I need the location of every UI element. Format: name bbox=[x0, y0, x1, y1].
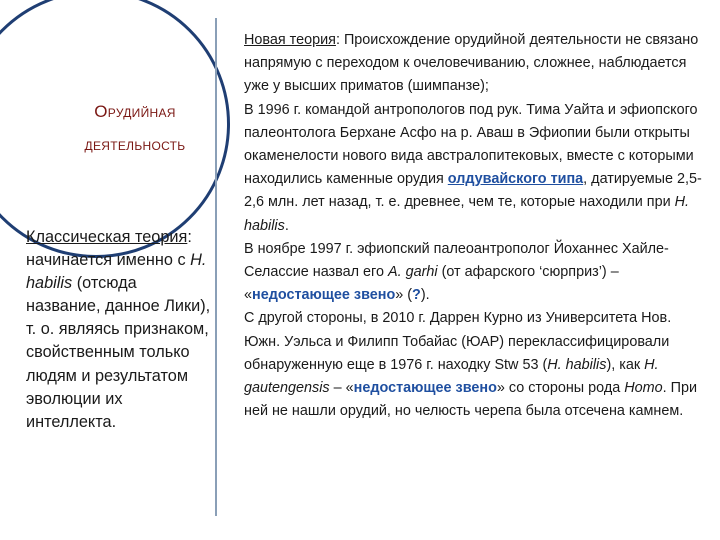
text-run: (отсюда название, данное Лики), т. о. являясь признаком, свойственным только людям и результатом эволюции их интеллекта. bbox=[26, 274, 211, 431]
text-run: В 1996 г. командой антропологов под рук. Тима Уайта и эфиопского палеонтолога Берхане Асфо на р. Аваш в Эфиопии были открыты окаменелости нового вида австралопитековых, вместе с которыми находились каменные орудия bbox=[244, 101, 698, 188]
genus-name: Homo bbox=[624, 380, 663, 397]
paragraph-new-theory bbox=[244, 29, 706, 99]
slide-title bbox=[40, 95, 230, 161]
classic-theory-text bbox=[26, 226, 214, 434]
missing-link-highlight: недостающее звено bbox=[252, 287, 396, 304]
text-run: С другой стороны, в 2010 г. Даррен Курно из Университета Нов. Южн. Уэльса и Филипп Тобайас (ЮАР) переклассифицировали обнаруженную еще в 1976 г. находку Stw 53 ( bbox=[244, 310, 672, 373]
text-run: : Происхождение орудийной деятельности не связано напрямую с переходом к очеловечиванию, сложнее, наблюдается уже у высших приматов (шимпанзе); bbox=[244, 32, 699, 95]
question-mark: ? bbox=[412, 287, 421, 304]
text-run: ). bbox=[420, 287, 430, 304]
text-run: ), как bbox=[606, 356, 645, 373]
missing-link-highlight: недостающее звено bbox=[353, 380, 497, 397]
species-name: H. gautengensis bbox=[244, 356, 659, 397]
species-name: H. habilis bbox=[547, 356, 607, 373]
paragraph-1996 bbox=[244, 99, 706, 238]
text-run: . bbox=[284, 217, 289, 234]
new-theory-heading: Новая теория bbox=[244, 32, 336, 48]
paragraph-1997 bbox=[244, 238, 706, 308]
title-line-2: деятельность bbox=[84, 135, 186, 154]
species-name: H. habilis bbox=[26, 251, 207, 293]
species-name: A. garhi bbox=[387, 264, 438, 281]
text-run: . При ней не нашли орудий, но челюсть черепа была отсечена камнем. bbox=[244, 380, 698, 420]
vertical-divider bbox=[215, 18, 217, 516]
title-line-1: Орудийная bbox=[94, 102, 176, 121]
text-run: » со стороны рода bbox=[496, 380, 625, 397]
paragraph-2010 bbox=[244, 307, 706, 423]
new-theory-text bbox=[244, 29, 706, 423]
species-name: H. habilis bbox=[244, 194, 690, 234]
oldowan-highlight: олдувайского типа bbox=[447, 171, 584, 188]
text-run: » ( bbox=[395, 287, 413, 304]
classic-theory-heading: Классическая теория bbox=[26, 228, 188, 246]
text-run: , датируемые 2,5-2,6 млн. лет назад, т. е. древнее, чем те, которые находили при bbox=[244, 171, 702, 211]
text-run: В ноябре 1997 г. эфиопский палеоантрополог Йоханнес Хайле-Селассие назвал его bbox=[244, 240, 669, 281]
text-run: – « bbox=[329, 380, 354, 397]
text-run: : начинается именно с bbox=[26, 228, 192, 270]
text-run: (от афарского ‘сюрприз’) – « bbox=[244, 264, 619, 304]
